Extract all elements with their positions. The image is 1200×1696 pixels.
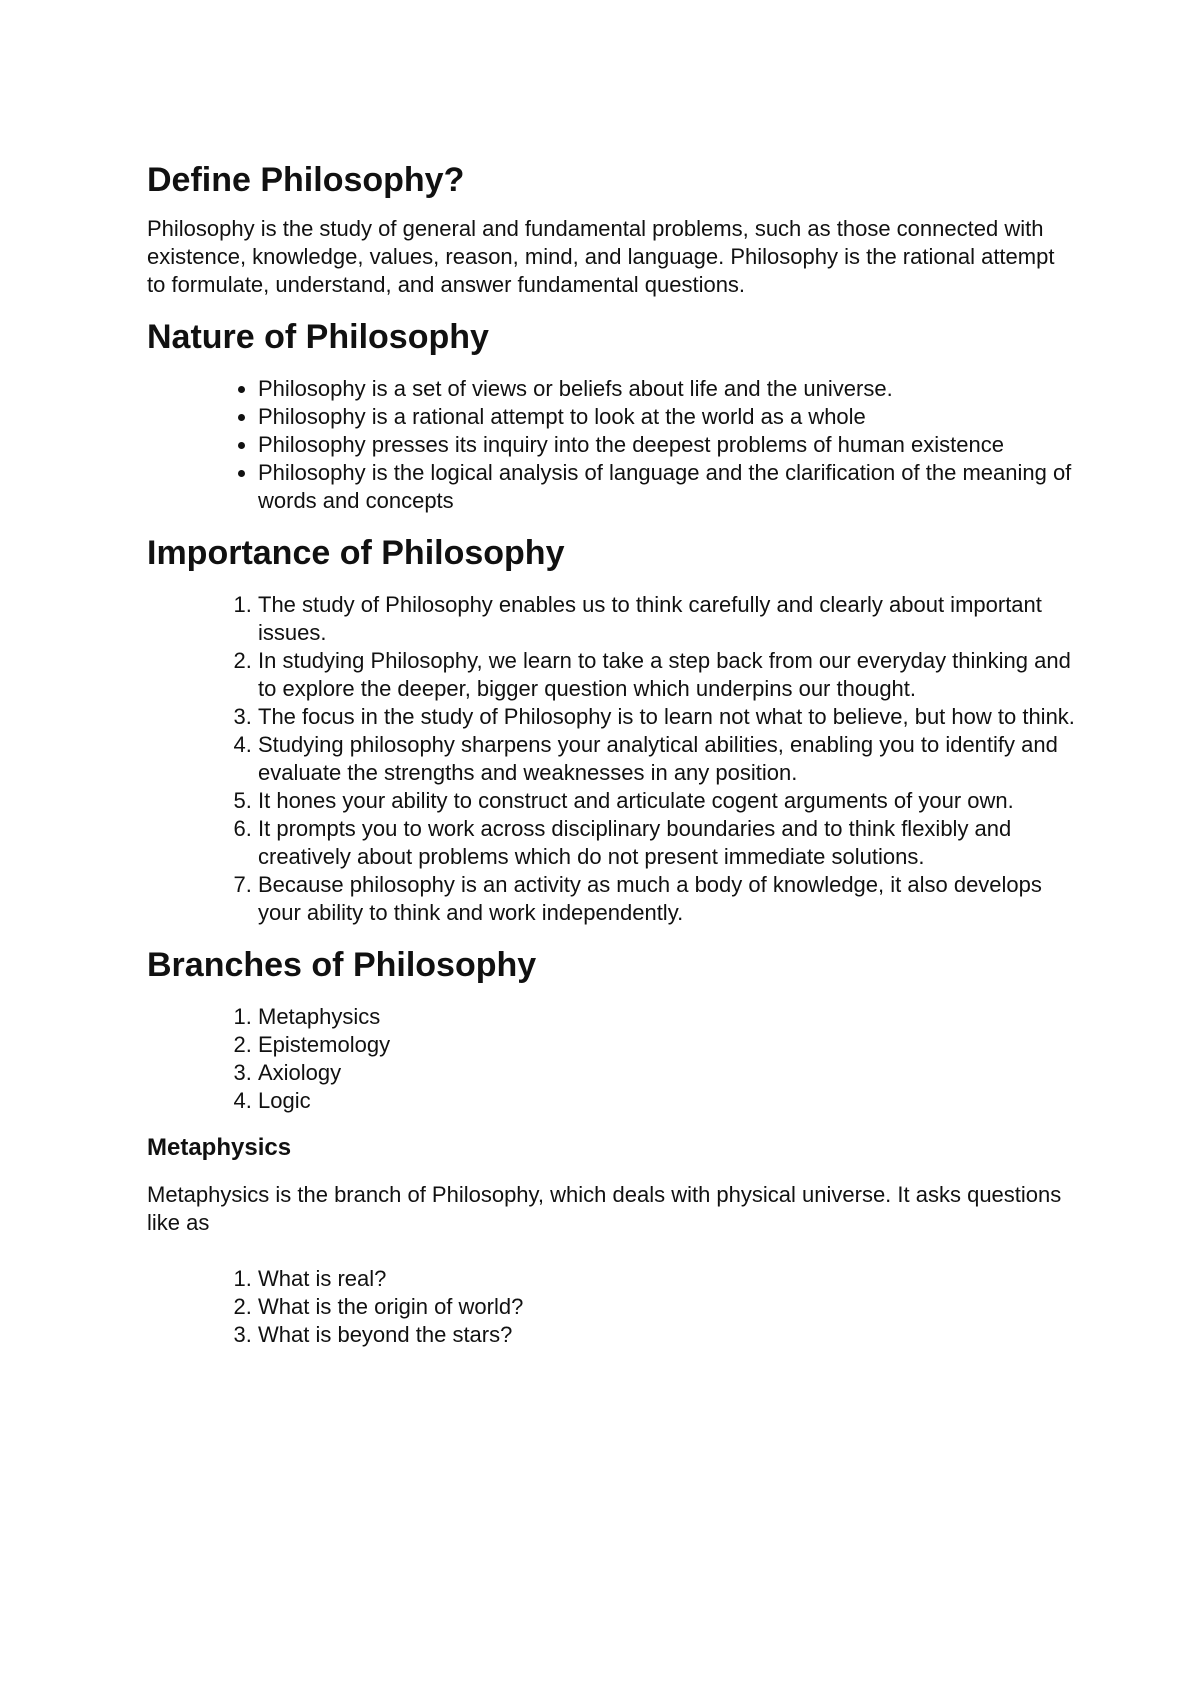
importance-list-item: 3. The focus in the study of Philosophy is to learn not what to believe, but how to think. bbox=[258, 703, 1077, 731]
branches-list-item: 1. Metaphysics bbox=[258, 1003, 1077, 1031]
spacer bbox=[147, 1115, 1077, 1133]
spacer bbox=[147, 1163, 1077, 1181]
branches-list-item: 3. Axiology bbox=[258, 1059, 1077, 1087]
spacer bbox=[147, 200, 1077, 215]
importance-list-item: 2. In studying Philosophy, we learn to take a step back from our everyday thinking and to explore the deeper, bigger question which underpins our thought. bbox=[258, 647, 1077, 703]
importance-list-item: 1. The study of Philosophy enables us to think carefully and clearly about important issues. bbox=[258, 591, 1077, 647]
importance-list-item: 4. Studying philosophy sharpens your analytical abilities, enabling you to identify and evaluate the strengths and weaknesses in any position. bbox=[258, 731, 1077, 787]
define-heading: Define Philosophy? bbox=[147, 161, 465, 199]
spacer bbox=[147, 515, 1077, 533]
nature-list-item: • Philosophy is a rational attempt to look at the world as a whole bbox=[258, 403, 1077, 431]
importance-list bbox=[147, 591, 1077, 927]
document-page bbox=[147, 160, 1077, 1349]
nature-list-item: • Philosophy is the logical analysis of language and the clarification of the meaning of words and concepts bbox=[258, 459, 1077, 515]
spacer bbox=[147, 299, 1077, 317]
branches-heading: Branches of Philosophy bbox=[147, 946, 537, 984]
nature-heading: Nature of Philosophy bbox=[147, 318, 489, 356]
importance-list-item: 7. Because philosophy is an activity as much a body of knowledge, it also develops your ability to think and work independently. bbox=[258, 871, 1077, 927]
metaphysics-question-item: 2. What is the origin of world? bbox=[258, 1293, 1077, 1321]
spacer bbox=[147, 927, 1077, 945]
importance-heading: Importance of Philosophy bbox=[147, 534, 565, 572]
metaphysics-paragraph: Metaphysics is the branch of Philosophy, which deals with physical universe. It asks questions like as bbox=[147, 1182, 1062, 1235]
nature-list-item: • Philosophy presses its inquiry into the deepest problems of human existence bbox=[258, 431, 1077, 459]
metaphysics-heading: Metaphysics bbox=[147, 1134, 292, 1161]
metaphysics-question-item: 1. What is real? bbox=[258, 1265, 1077, 1293]
metaphysics-question-item: 3. What is beyond the stars? bbox=[258, 1321, 1077, 1349]
define-paragraph: Philosophy is the study of general and fundamental problems, such as those connected with existence, knowledge, values, reason, mind, and language. Philosophy is the rational attempt to formulate, understand, and answer fundamental questions. bbox=[147, 216, 1055, 297]
spacer bbox=[147, 357, 1077, 375]
branches-list bbox=[147, 1003, 1077, 1115]
importance-list-item: 5. It hones your ability to construct and articulate cogent arguments of your own. bbox=[258, 787, 1077, 815]
metaphysics-questions-list bbox=[147, 1265, 1077, 1349]
spacer bbox=[147, 985, 1077, 1003]
nature-list bbox=[147, 375, 1077, 515]
spacer bbox=[147, 573, 1077, 591]
nature-list-item: • Philosophy is a set of views or beliefs about life and the universe. bbox=[258, 375, 1077, 403]
branches-list-item: 2. Epistemology bbox=[258, 1031, 1077, 1059]
spacer bbox=[147, 1237, 1077, 1265]
branches-list-item: 4. Logic bbox=[258, 1087, 1077, 1115]
importance-list-item: 6. It prompts you to work across disciplinary boundaries and to think flexibly and creatively about problems which do not present immediate solutions. bbox=[258, 815, 1077, 871]
